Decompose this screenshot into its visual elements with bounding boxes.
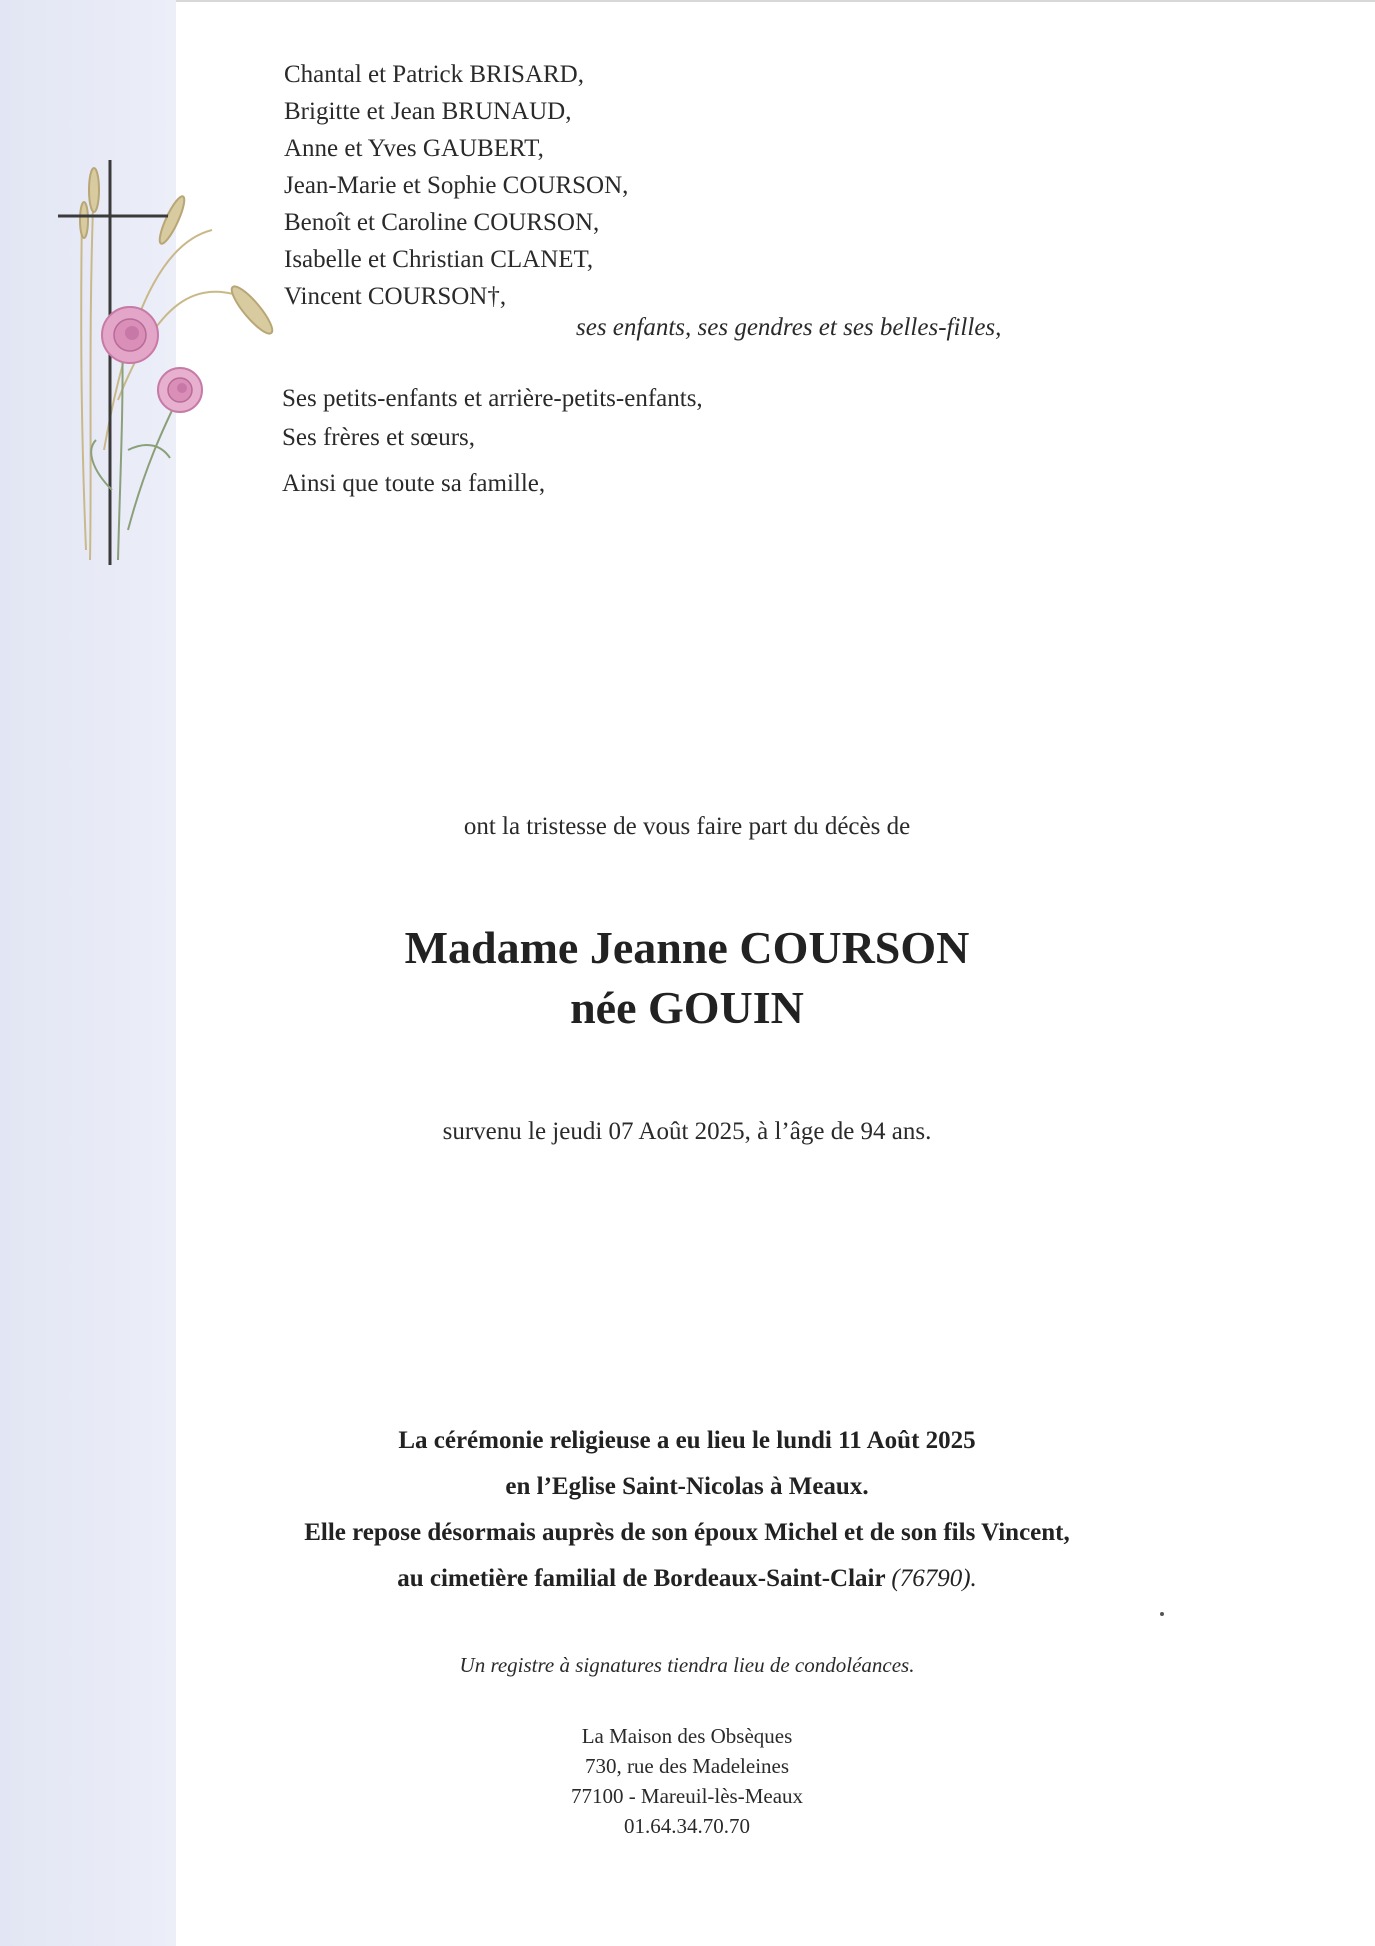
cross-flower-decoration [52,150,292,570]
family-line: Jean-Marie et Sophie COURSON, [284,172,629,199]
ceremony-info [176,1418,1198,1602]
family-list [284,56,628,315]
postcode: (76790). [891,1565,977,1592]
funeral-home-city: 77100 - Mareuil-lès-Meaux [570,1784,804,1808]
family-line: Brigitte et Jean BRUNAUD, [284,98,572,125]
family-line: Ainsi que toute sa famille, [282,470,546,497]
announcement: ont la tristesse de vous faire part du décès de [463,813,911,840]
other-relatives [282,385,703,498]
scan-speck [1160,1612,1164,1616]
family-line: Vincent COURSON†, [284,283,507,310]
deceased-name: Madame Jeanne COURSON [404,922,970,973]
registry-note: Un registre à signatures tiendra lieu de condoléances. [459,1653,915,1677]
funeral-home [176,1721,1198,1841]
cross-icon [58,160,168,565]
family-line: Chantal et Patrick BRISARD, [284,61,584,88]
funeral-home-name: La Maison des Obsèques [581,1724,793,1748]
family-line: Anne et Yves GAUBERT, [284,135,544,162]
rose-icon [102,307,202,412]
ceremony-line: Elle repose désormais auprès de son époux Michel et de son fils Vincent, [304,1519,1070,1546]
ceremony-line: La cérémonie religieuse a eu lieu le lundi 11 Août 2025 [398,1427,976,1454]
relation-text: ses enfants, ses gendres et ses belles-filles, [576,314,1002,341]
siblings-line: Ses frères et sœurs, [282,424,476,451]
family-line: Benoît et Caroline COURSON, [284,209,600,236]
death-info: survenu le jeudi 07 Août 2025, à l’âge de 94 ans. [442,1118,932,1145]
maiden-name: née GOUIN [570,982,804,1033]
grandchildren-line: Ses petits-enfants et arrière-petits-enfants, [282,385,703,412]
family-line: Isabelle et Christian CLANET, [284,246,594,273]
cemetery-text: au cimetière familial de Bordeaux-Saint-Clair [397,1565,886,1592]
ceremony-line: en l’Eglise Saint-Nicolas à Meaux. [505,1473,869,1500]
top-border [0,0,1375,2]
funeral-home-street: 730, rue des Madeleines [584,1754,790,1778]
funeral-home-phone: 01.64.34.70.70 [624,1814,750,1838]
deceased-name-block [176,918,1198,1038]
ceremony-line [176,1556,1198,1602]
